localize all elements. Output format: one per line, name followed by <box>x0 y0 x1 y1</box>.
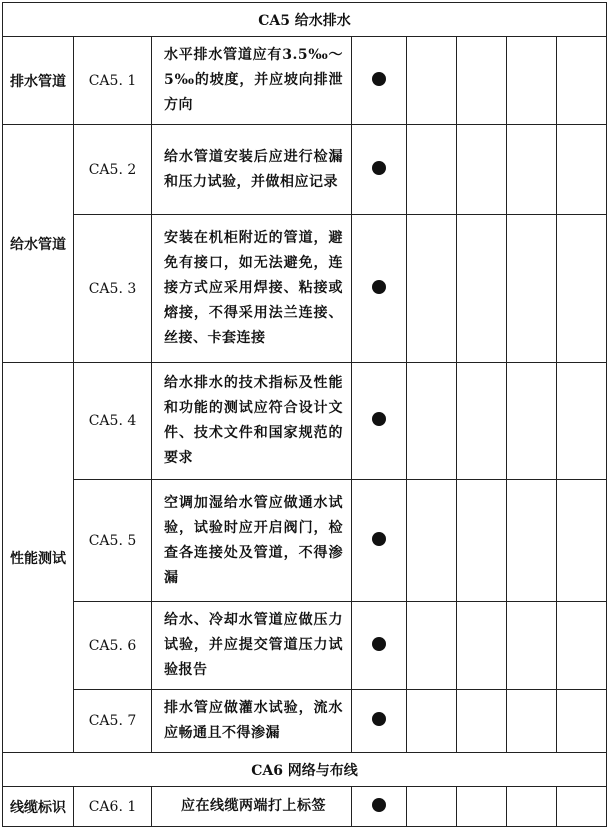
requirement-cell: 给水、冷却水管道应做压力试验，并应提交管道压力试验报告 <box>152 602 352 690</box>
empty-cell <box>457 480 507 602</box>
bullet-dot-icon <box>372 532 386 546</box>
code-cell: CA5. 1 <box>74 37 152 125</box>
bullet-dot-icon <box>372 798 386 812</box>
empty-cell <box>507 37 557 125</box>
code-cell: CA5. 7 <box>74 690 152 753</box>
empty-cell <box>557 363 607 480</box>
category-cell: 性能测试 <box>3 363 74 753</box>
table-row <box>3 787 607 827</box>
empty-cell <box>557 125 607 215</box>
requirement-cell: 水平排水管道应有3.5‰～5‰的坡度，并应坡向排泄方向 <box>152 37 352 125</box>
empty-cell <box>507 787 557 827</box>
empty-cell <box>457 602 507 690</box>
requirement-cell: 应在线缆两端打上标签 <box>152 787 352 827</box>
empty-cell <box>557 602 607 690</box>
table-row <box>3 690 607 753</box>
section-header-ca5: CA5 给水排水 <box>3 3 607 37</box>
mark-cell <box>352 602 407 690</box>
empty-cell <box>457 363 507 480</box>
table-row <box>3 602 607 690</box>
empty-cell <box>407 37 457 125</box>
empty-cell <box>407 125 457 215</box>
requirement-cell: 安装在机柜附近的管道，避免有接口，如无法避免，连接方式应采用焊接、粘接或熔接，不得采用法兰连接、丝接、卡套连接 <box>152 215 352 363</box>
bullet-dot-icon <box>372 637 386 651</box>
code-cell: CA5. 6 <box>74 602 152 690</box>
category-cell: 给水管道 <box>3 125 74 363</box>
mark-cell <box>352 215 407 363</box>
bullet-dot-icon <box>372 161 386 175</box>
empty-cell <box>507 480 557 602</box>
mark-cell <box>352 37 407 125</box>
mark-cell <box>352 125 407 215</box>
code-cell: CA6. 1 <box>74 787 152 827</box>
code-cell: CA5. 3 <box>74 215 152 363</box>
empty-cell <box>507 602 557 690</box>
table-row <box>3 363 607 480</box>
bullet-dot-icon <box>372 72 386 86</box>
section-header-ca6: CA6 网络与布线 <box>3 753 607 787</box>
mark-cell <box>352 787 407 827</box>
empty-cell <box>407 480 457 602</box>
bullet-dot-icon <box>372 712 386 726</box>
mark-cell <box>352 363 407 480</box>
empty-cell <box>507 363 557 480</box>
code-cell: CA5. 4 <box>74 363 152 480</box>
bullet-dot-icon <box>372 280 386 294</box>
requirements-table <box>2 2 607 827</box>
table-row <box>3 480 607 602</box>
empty-cell <box>457 37 507 125</box>
empty-cell <box>507 125 557 215</box>
empty-cell <box>557 215 607 363</box>
empty-cell <box>407 787 457 827</box>
table-row <box>3 125 607 215</box>
mark-cell <box>352 690 407 753</box>
table-row <box>3 215 607 363</box>
empty-cell <box>507 215 557 363</box>
empty-cell <box>557 37 607 125</box>
requirement-cell: 空调加湿给水管应做通水试验，试验时应开启阀门，检查各连接处及管道，不得渗漏 <box>152 480 352 602</box>
requirement-cell: 给水排水的技术指标及性能和功能的测试应符合设计文件、技术文件和国家规范的要求 <box>152 363 352 480</box>
empty-cell <box>457 125 507 215</box>
mark-cell <box>352 480 407 602</box>
empty-cell <box>457 787 507 827</box>
code-cell: CA5. 5 <box>74 480 152 602</box>
requirement-cell: 给水管道安装后应进行检漏和压力试验，并做相应记录 <box>152 125 352 215</box>
empty-cell <box>407 690 457 753</box>
bullet-dot-icon <box>372 412 386 426</box>
empty-cell <box>557 690 607 753</box>
empty-cell <box>507 690 557 753</box>
empty-cell <box>407 363 457 480</box>
empty-cell <box>557 787 607 827</box>
empty-cell <box>407 215 457 363</box>
empty-cell <box>407 602 457 690</box>
empty-cell <box>557 480 607 602</box>
code-cell: CA5. 2 <box>74 125 152 215</box>
category-cell: 线缆标识 <box>3 787 74 827</box>
requirement-cell: 排水管应做灌水试验，流水应畅通且不得渗漏 <box>152 690 352 753</box>
empty-cell <box>457 690 507 753</box>
empty-cell <box>457 215 507 363</box>
category-cell: 排水管道 <box>3 37 74 125</box>
table-row <box>3 37 607 125</box>
